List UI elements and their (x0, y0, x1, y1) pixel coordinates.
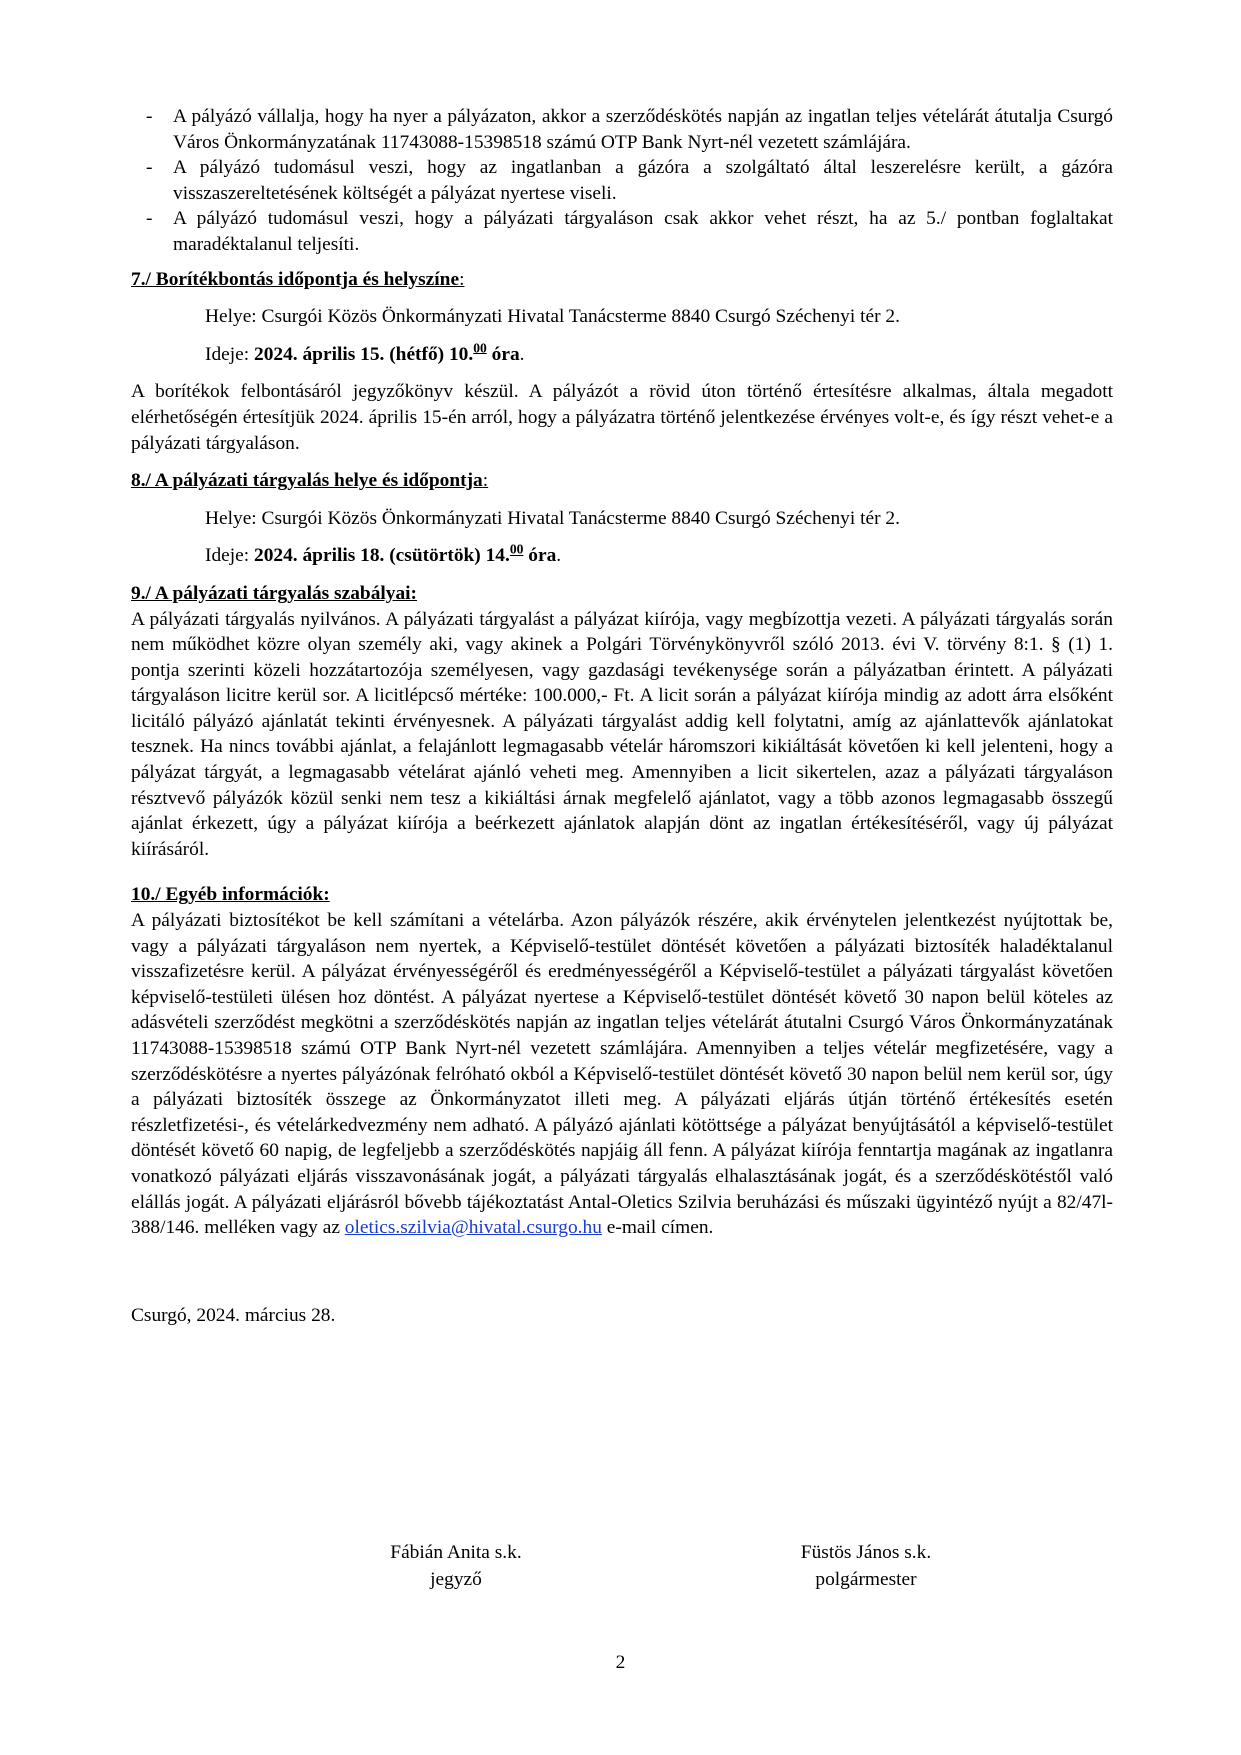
section-7-body: A borítékok felbontásáról jegyzőkönyv készül. A pályázót a rövid úton történő értesítésre alkalmas, általa megadott elérhetőségén értesítjük 2024. április 15-én arról, hogy a pályázatra történő jelentkezése érvényes volt-e, és így részt vehet-e a pályázati tárgyaláson. (131, 381, 1113, 454)
section-7-heading: 7./ Borítékbontás időpontja és helyszíne: (131, 268, 465, 290)
section-9-body: A pályázati tárgyalás nyilvános. A pályázati tárgyalást a pályázat kiírója, vagy megbízottja vezeti. A pályázati tárgyalás során nem működhet közre olyan személy aki, vagy akinek a Polgári Törvénykönyvről szóló 2013. évi V. törvény 8:1. § (1) 1. pontja szerinti közeli hozzátartozója személyesen, vagy gazdasági tevékenysége során a pályázatban érintett. A pályázati tárgyaláson licitre kerül sor. A licitlépcső mértéke: 100.000,- Ft. A licit során a pályázat kiírója mindig az adott árra elsőként licitáló pályázó ajánlatát tekinti érvényesnek. A pályázati tárgyalást addig kell folytatni, amíg az ajánlattevők ajánlatokat tesznek. Ha nincs további ajánlat, a felajánlott legmagasabb vételár háromszori kikiáltását követően ki kell jelenteni, hogy a pályázat tárgyát, a legmagasabb vételárat ajánló veheti meg. Amennyiben a licit sikertelen, azaz a pályázati tárgyaláson résztvevő pályázók közül senki nem tesz a kikiáltási árnak megfelelő ajánlatot, vagy a több azonos legmagasabb összegű ajánlat érkezett, úgy a pályázat kiírója a beérkezett ajánlatok alapján dönt az ingatlan értékesítéséről, vagy új pályázat kiírásáról. (131, 608, 1113, 860)
signature-title: polgármester (815, 1569, 917, 1590)
signature-title: jegyző (430, 1569, 482, 1590)
bullet-dash: - (146, 208, 153, 230)
section-8-location: Helye: Csurgói Közös Önkormányzati Hivatal Tanácsterme 8840 Csurgó Széchenyi tér 2. (205, 507, 900, 529)
list-item: - A pályázó tudomásul veszi, hogy az ingatlanban a gázóra a szolgáltató által leszerelésre került, a gázóra visszaszereltetésének költségét a pályázat nyertese viseli. (146, 157, 1113, 204)
section-8-time: Ideje: 2024. április 18. (csütörtök) 14.00 óra. (205, 541, 562, 567)
document-body (131, 104, 1113, 1328)
signature-notary (326, 1539, 586, 1593)
section-10-heading: 10./ Egyéb információk: (131, 884, 330, 906)
email-link[interactable]: oletics.szilvia@hivatal.csurgo.hu (344, 1217, 602, 1239)
section-9-heading: 9./ A pályázati tárgyalás szabályai: (131, 582, 418, 604)
list-item: - A pályázó vállalja, hogy ha nyer a pályázaton, akkor a szerződéskötés napján az ingatlan teljes vételárát átutalja Csurgó Város Önkormányzatának 11743088-15398518 számú OTP Bank Nyrt-nél vezetett számlájára. (146, 106, 1113, 153)
section-10-body: A pályázati biztosítékot be kell számítani a vételárba. Azon pályázók részére, akik érvénytelen jelentkezést nyújtottak be, vagy a pályázati tárgyaláson nem nyertek, a Képviselő-testület döntését követően a pályázati biztosíték haladéktalanul visszafizetésre kerül. A pályázat érvényességéről és eredményességéről a Képviselő-testület a pályázati tárgyalást követően képviselő-testületi ülésen hoz döntést. A pályázat nyertese a Képviselő-testület döntését követő 30 napon belül köteles az adásvételi szerződést megkötni a szerződéskötés napján az ingatlan teljes vételárát átutalni Csurgó Város Önkormányzatának 11743088-15398518 számú OTP Bank Nyrt-nél vezetett számlájára. Amennyiben a teljes vételár megfizetésére, vagy a szerződéskötésre a nyertes pályázónak felróható okból a Képviselő-testület döntését követő 30 napon belül nem kerül sor, úgy a pályázati biztosíték összege az Önkormányzatot illeti meg. A pályázati eljárás útján történő értékesítés esetén részletfizetési-, és vételárkedvezmény nem adható. A pályázó ajánlati kötöttsége a pályázat benyújtásától a képviselő-testület döntését követő 60 napig, de legfeljebb a szerződéskötés napjáig áll fenn. A pályázat kiírója fenntartja magának az ingatlanra vonatkozó pályázati eljárás visszavonásának jogát, a pályázati tárgyalás elhalasztásának jogát, és a szerződéskötéstől való elállás jogát. A pályázati eljárásról bővebb tájékoztatást Antal-Oletics Szilvia beruházási és műszaki ügyintéző nyújt a 82/47l-388/146. melléken vagy az oletics.szilvia@hivatal.csurgo.hu e-mail címen. (131, 910, 1113, 1239)
bullet-dash: - (146, 157, 153, 179)
section-7-time: Ideje: 2024. április 15. (hétfő) 10.00 óra. (205, 340, 525, 365)
conditions-list (131, 104, 1113, 258)
section-8-heading: 8./ A pályázati tárgyalás helye és időpontja: (131, 470, 489, 492)
list-item: - A pályázó tudomásul veszi, hogy a pályázati tárgyaláson csak akkor vehet részt, ha az 5./ pontban foglaltakat maradéktalanul teljesíti. (146, 208, 1113, 255)
signature-name: Fábián Anita s.k. (390, 1542, 522, 1563)
page-number: 2 (615, 1652, 626, 1673)
section-7-location: Helye: Csurgói Közös Önkormányzati Hivatal Tanácsterme 8840 Csurgó Széchenyi tér 2. (205, 306, 900, 328)
bullet-dash: - (146, 106, 153, 127)
date-line: Csurgó, 2024. március 28. (131, 1304, 336, 1326)
signature-name: Füstös János s.k. (800, 1542, 932, 1563)
signature-mayor (736, 1539, 996, 1593)
